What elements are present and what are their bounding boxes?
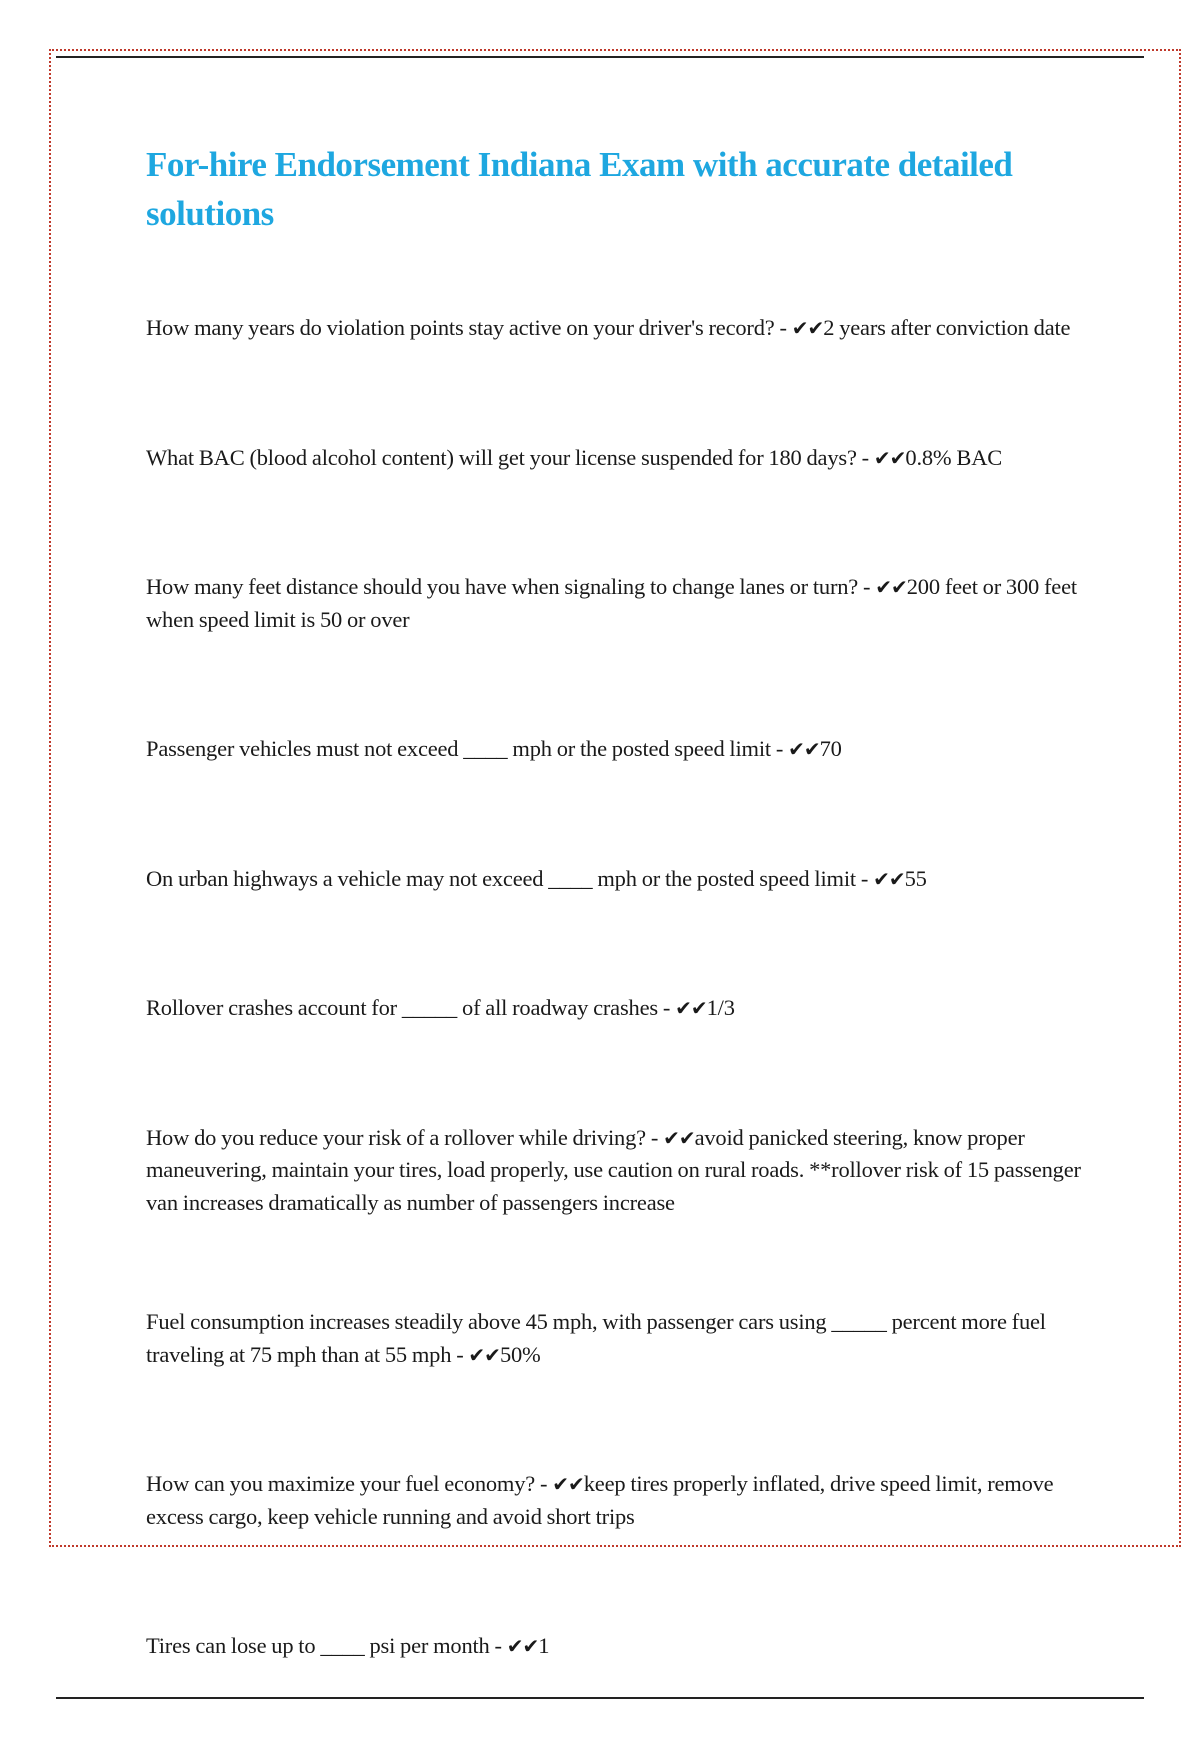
separator: - bbox=[858, 574, 876, 599]
double-check-icon: ✔✔ bbox=[468, 1342, 500, 1367]
double-check-icon: ✔✔ bbox=[873, 445, 906, 470]
separator: - bbox=[774, 315, 792, 340]
question-text: Tires can lose up to ____ psi per month bbox=[146, 1633, 490, 1658]
double-check-icon: ✔✔ bbox=[788, 737, 820, 761]
document-title: For-hire Endorsement Indiana Exam with accurate detailed solutions bbox=[146, 145, 1013, 233]
qa-item bbox=[146, 1630, 1096, 1663]
qa-item bbox=[146, 571, 1096, 636]
double-check-icon: ✔✔ bbox=[875, 575, 907, 599]
answer-text: 50% bbox=[499, 1341, 541, 1367]
question-text: What BAC (blood alcohol content) will get your license suspended for 180 days? bbox=[146, 444, 857, 470]
answer-text: 70 bbox=[819, 736, 842, 761]
question-text: On urban highways a vehicle may not exceed ____ mph or the posted speed limit bbox=[146, 865, 856, 891]
double-check-icon: ✔✔ bbox=[675, 996, 707, 1020]
separator: - bbox=[770, 736, 789, 761]
answer-text: 2 years after conviction date bbox=[823, 315, 1071, 340]
question-text: How many feet distance should you have when signaling to change lanes or turn? bbox=[146, 574, 859, 599]
separator: - bbox=[645, 1124, 664, 1150]
separator: - bbox=[535, 1471, 553, 1496]
answer-text: 0.8% BAC bbox=[905, 444, 1003, 470]
qa-item bbox=[146, 1122, 1096, 1220]
qa-list bbox=[146, 312, 1096, 1663]
separator: - bbox=[489, 1633, 507, 1658]
answer-text: 1 bbox=[538, 1633, 550, 1658]
question-text: How do you reduce your risk of a rollover while driving? bbox=[146, 1124, 646, 1150]
separator: - bbox=[856, 444, 874, 470]
qa-item bbox=[146, 1306, 1096, 1371]
question-text: How many years do violation points stay active on your driver's record? bbox=[146, 315, 775, 340]
question-text: Rollover crashes account for _____ of all roadway crashes bbox=[146, 995, 658, 1020]
question-text: How can you maximize your fuel economy? bbox=[146, 1471, 536, 1496]
double-check-icon: ✔✔ bbox=[663, 1125, 695, 1150]
question-text: Passenger vehicles must not exceed ____ mph or the posted speed limit bbox=[146, 736, 771, 761]
qa-item bbox=[146, 992, 1096, 1025]
double-check-icon: ✔✔ bbox=[873, 866, 905, 891]
document-body bbox=[146, 140, 1096, 1760]
answer-text: 55 bbox=[904, 865, 927, 891]
separator: - bbox=[451, 1341, 469, 1367]
header-rule bbox=[56, 56, 1144, 58]
qa-item bbox=[146, 733, 1096, 766]
answer-text: 1/3 bbox=[706, 995, 735, 1020]
separator: - bbox=[855, 865, 874, 891]
double-check-icon: ✔✔ bbox=[552, 1472, 584, 1496]
qa-item bbox=[146, 442, 1096, 475]
qa-item bbox=[146, 863, 1096, 896]
double-check-icon: ✔✔ bbox=[506, 1634, 539, 1658]
answer-text: 200 feet or 300 feet when speed limit is 50 or over bbox=[146, 574, 1077, 632]
question-text: Fuel consumption increases steadily above 45 mph, with passenger cars using _____ percent more fuel traveling at 75 mph than at 55 mph bbox=[146, 1309, 1046, 1367]
qa-item bbox=[146, 312, 1096, 345]
answer-text: keep tires properly inflated, drive speed limit, remove excess cargo, keep vehicle running and avoid short trips bbox=[146, 1471, 1054, 1529]
separator: - bbox=[657, 995, 676, 1020]
qa-item bbox=[146, 1468, 1096, 1533]
answer-text: avoid panicked steering, know proper maneuvering, maintain your tires, load properly, use caution on rural roads. **rollover risk of 15 passenger van increases dramatically as number of passengers increase bbox=[146, 1124, 1081, 1215]
double-check-icon: ✔✔ bbox=[791, 316, 824, 340]
